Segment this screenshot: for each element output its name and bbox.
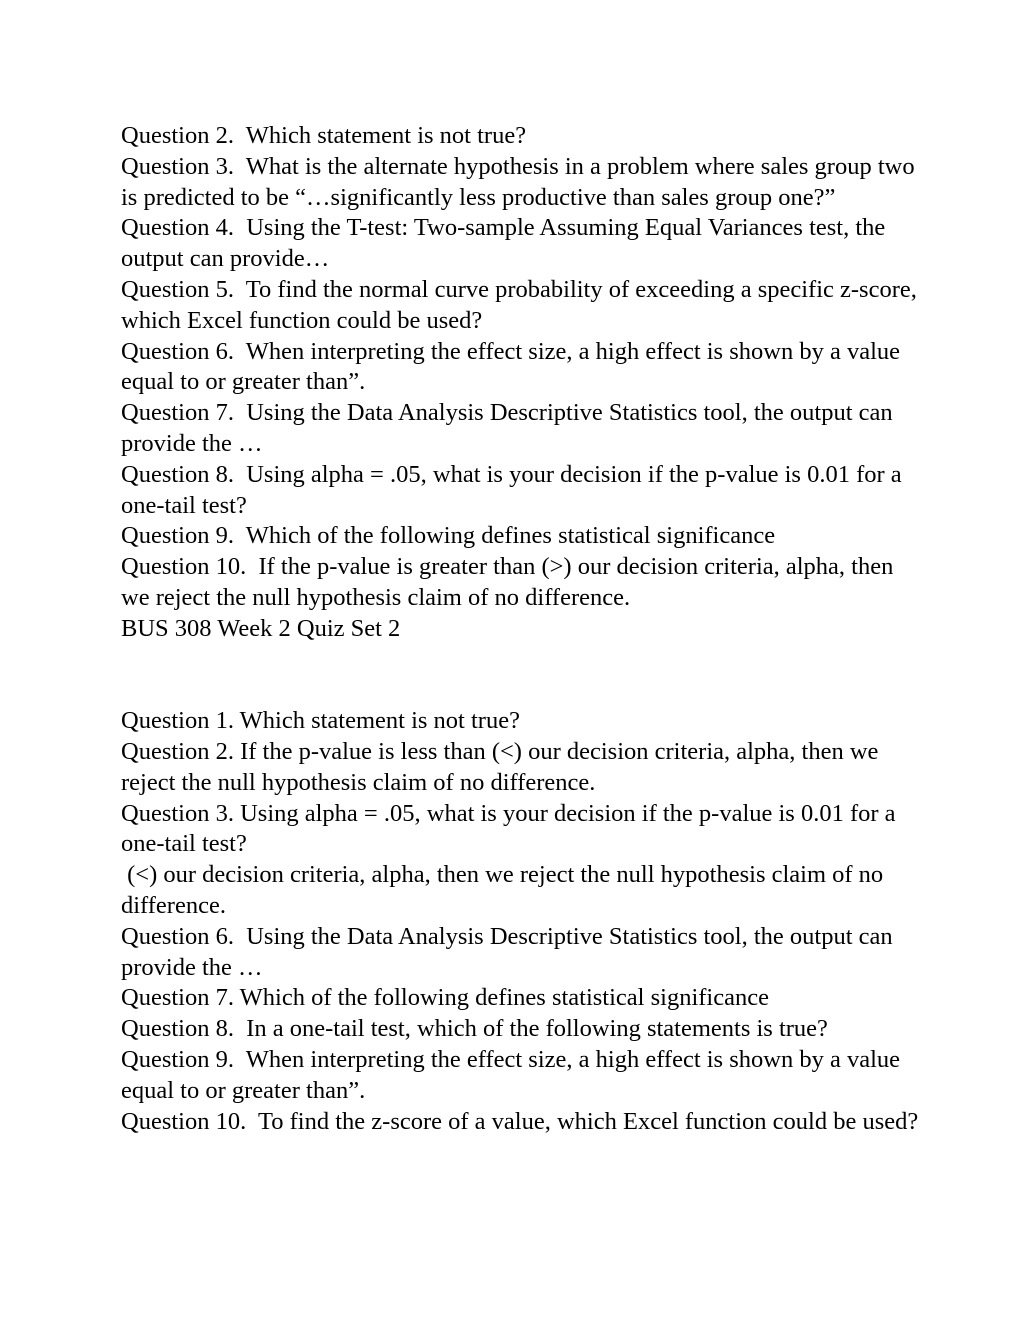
question-item: Question 9. Which of the following defines statistical significance — [121, 522, 776, 550]
question-item: Question 7. Using the Data Analysis Descriptive Statistics tool, the output can provide the … — [121, 399, 899, 457]
question-item: Question 6. When interpreting the effect size, a high effect is shown by a value equal to or greater than”. — [121, 337, 907, 396]
question-item: Question 1. Which statement is not true? — [121, 707, 520, 735]
question-fragment: (<) our decision criteria, alpha, then we reject the null hypothesis claim of no difference. — [121, 861, 890, 919]
quiz-set-2-heading: BUS 308 Week 2 Quiz Set 2 — [121, 614, 401, 642]
document-body — [121, 121, 921, 1137]
question-item: Question 6. Using the Data Analysis Descriptive Statistics tool, the output can provide the … — [121, 922, 899, 981]
question-item: Question 4. Using the T-test: Two-sample Assuming Equal Variances test, the output can provide… — [121, 214, 892, 273]
question-item: Question 8. Using alpha = .05, what is your decision if the p-value is 0.01 for a one-tail test? — [121, 460, 908, 519]
quiz-set-2-questions — [121, 706, 921, 1137]
question-item: Question 9. When interpreting the effect size, a high effect is shown by a value equal to or greater than”. — [121, 1045, 907, 1104]
question-item: Question 10. To find the z-score of a value, which Excel function could be used? — [121, 1107, 919, 1135]
question-item: Question 2. Which statement is not true? — [121, 122, 527, 149]
question-item: Question 2. If the p-value is less than (<) our decision criteria, alpha, then we reject the null hypothesis claim of no difference. — [121, 737, 885, 796]
section-spacer — [121, 645, 921, 707]
question-item: Question 3. What is the alternate hypothesis in a problem where sales group two is predicted to be “…significantly less productive than sales group one?” — [121, 152, 921, 211]
question-item: Question 7. Which of the following defines statistical significance — [121, 984, 769, 1012]
quiz-set-1-questions — [121, 121, 921, 614]
question-item: Question 8. In a one-tail test, which of the following statements is true? — [121, 1015, 828, 1043]
question-item: Question 3. Using alpha = .05, what is your decision if the p-value is 0.01 for a one-tail test? — [121, 799, 902, 858]
question-item: Question 5. To find the normal curve probability of exceeding a specific z-score, which Excel function could be used? — [121, 275, 923, 334]
question-item: Question 10. If the p-value is greater than (>) our decision criteria, alpha, then we reject the null hypothesis claim of no difference. — [121, 553, 900, 611]
